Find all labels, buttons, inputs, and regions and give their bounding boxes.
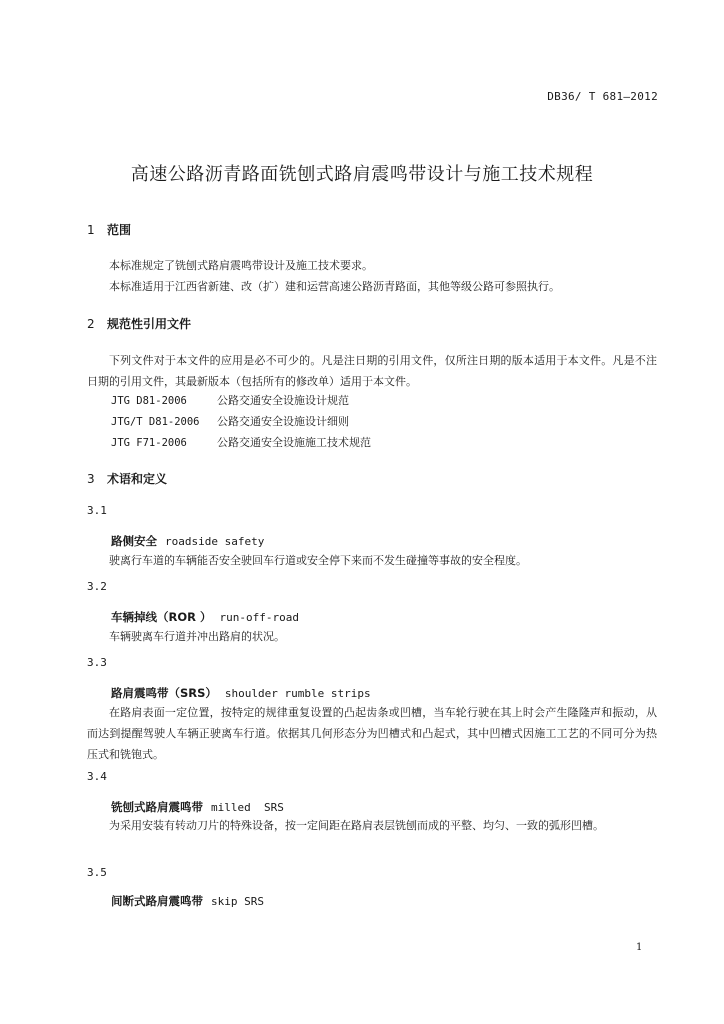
section-3-heading — [87, 470, 167, 487]
term-title — [111, 609, 299, 625]
section-1-heading — [87, 221, 131, 238]
term-definition: 车辆驶离车行道并冲出路肩的状况。 — [109, 630, 285, 643]
document-title: 高速公路沥青路面铣刨式路肩震鸣带设计与施工技术规程 — [130, 164, 594, 185]
term-chinese: 铣刨式路肩震鸣带 — [111, 800, 203, 814]
section-title: 范围 — [107, 223, 132, 237]
term-english: run-off-road — [219, 611, 299, 624]
reference-item — [111, 413, 349, 429]
term-chinese: 路肩震鸣带（SRS） — [111, 686, 217, 700]
term-english: skip SRS — [211, 895, 264, 908]
term-title — [111, 893, 264, 909]
term-definition: 在路肩表面一定位置，按特定的规律重复设置的凸起齿条或凹槽，当车轮行驶在其上时会产生隆隆声和振动，从而达到提醒驾驶人车辆正驶离车行道。依据其几何形态分为凹槽式和凸起式，其中凹槽式因施工工艺的不同可分为热压式和铣铇式。 — [87, 706, 657, 761]
term-definition: 为采用安装有转动刀片的特殊设备，按一定间距在路肩表层铣刨而成的平整、均匀、一致的弧形凹槽。 — [109, 819, 604, 832]
section-title: 术语和定义 — [107, 472, 168, 486]
section-2-heading — [87, 315, 191, 332]
term-title — [111, 799, 284, 815]
reference-item — [111, 392, 349, 408]
section-number: 2 — [87, 317, 95, 331]
term-english: shoulder rumble strips — [224, 687, 371, 700]
page-number: 1 — [636, 942, 643, 953]
term-chinese: 间断式路肩震鸣带 — [111, 894, 203, 908]
document-number: DB36/ T 681—2012 — [547, 90, 658, 103]
term-english: roadside safety — [165, 535, 265, 548]
scope-paragraph-2: 本标准适用于江西省新建、改（扩）建和运营高速公路沥青路面，其他等级公路可参照执行。 — [109, 280, 560, 293]
term-chinese: 路侧安全 — [111, 534, 157, 548]
term-number: 3.5 — [87, 866, 107, 879]
term-number: 3.1 — [87, 504, 107, 517]
reference-title: 公路交通安全设施设计细则 — [217, 415, 349, 428]
term-chinese: 车辆掉线（ROR ） — [111, 610, 212, 624]
term-number: 3.3 — [87, 656, 107, 669]
term-number: 3.4 — [87, 770, 107, 783]
reference-title: 公路交通安全设施施工技术规范 — [217, 436, 371, 449]
term-definition: 驶离行车道的车辆能否安全驶回车行道或安全停下来而不发生碰撞等事故的安全程度。 — [109, 554, 527, 567]
reference-code: JTG F71-2006 — [111, 437, 187, 449]
section-number: 1 — [87, 223, 95, 237]
section-number: 3 — [87, 472, 95, 486]
term-number: 3.2 — [87, 580, 107, 593]
reference-item — [111, 434, 371, 450]
reference-title: 公路交通安全设施设计规范 — [217, 394, 349, 407]
reference-code: JTG/T D81-2006 — [111, 416, 200, 428]
term-title — [111, 533, 264, 549]
references-intro-paragraph: 下列文件对于本文件的应用是必不可少的。凡是注日期的引用文件，仅所注日期的版本适用于本文件。凡是不注日期的引用文件，其最新版本（包括所有的修改单）适用于本文件。 — [87, 354, 657, 388]
term-english: milled SRS — [211, 801, 284, 814]
term-title — [111, 685, 371, 701]
reference-code: JTG D81-2006 — [111, 395, 187, 407]
section-title: 规范性引用文件 — [107, 317, 192, 331]
scope-paragraph-1: 本标准规定了铣刨式路肩震鸣带设计及施工技术要求。 — [109, 259, 373, 272]
